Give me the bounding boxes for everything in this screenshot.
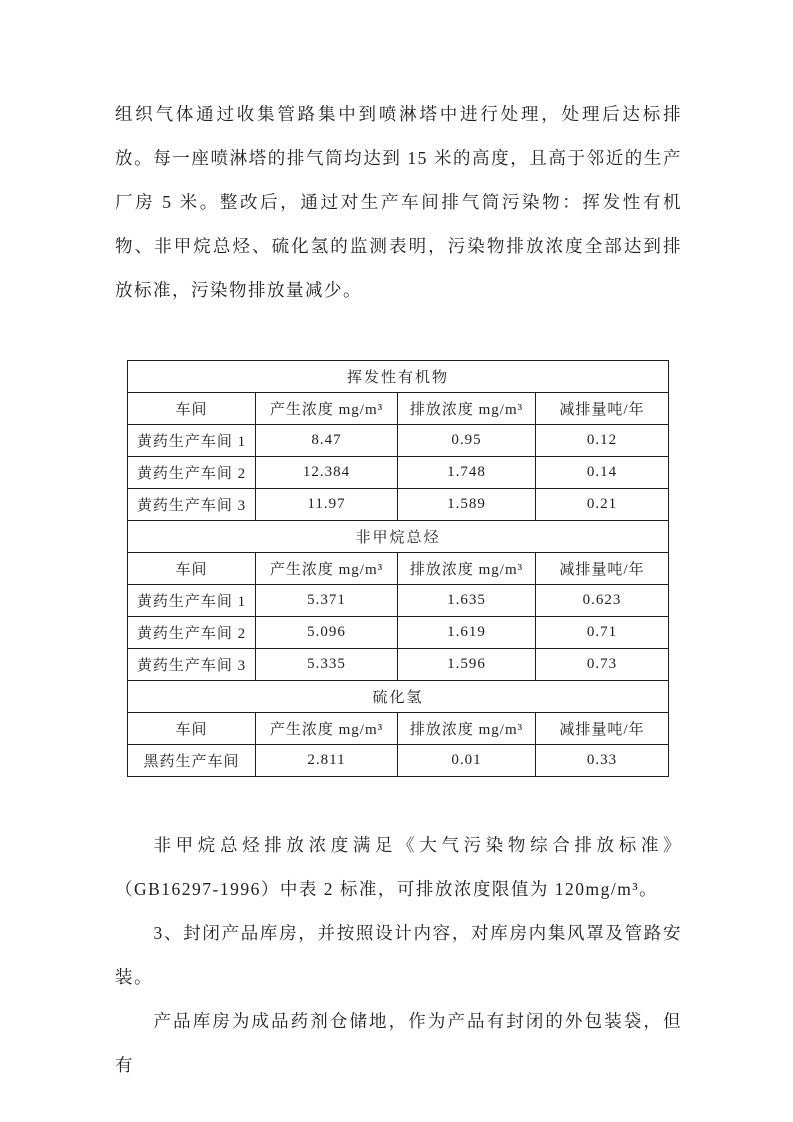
table-cell: 1.635 xyxy=(398,585,536,617)
table-cell: 8.47 xyxy=(256,425,398,457)
table-cell: 5.335 xyxy=(256,649,398,681)
warehouse-paragraph: 产品库房为成品药剂仓储地，作为产品有封闭的外包装袋，但有 xyxy=(115,1011,682,1075)
table-cell: 1.589 xyxy=(398,489,536,521)
column-header: 排放浓度 mg/m³ xyxy=(398,553,536,585)
column-header-row xyxy=(128,553,669,585)
table-cell: 黄药生产车间 2 xyxy=(128,617,256,649)
standard-reference-paragraph: 非甲烷总烃排放浓度满足《大气污染物综合排放标准》（GB16297-1996）中表 2 标准，可排放浓度限值为 120mg/m³。 xyxy=(115,835,682,899)
column-header: 排放浓度 mg/m³ xyxy=(398,713,536,745)
table-cell: 1.596 xyxy=(398,649,536,681)
table-row xyxy=(128,425,669,457)
table-cell: 0.01 xyxy=(398,745,536,777)
table-cell: 0.623 xyxy=(536,585,669,617)
column-header: 排放浓度 mg/m³ xyxy=(398,393,536,425)
table-cell: 0.95 xyxy=(398,425,536,457)
column-header: 产生浓度 mg/m³ xyxy=(256,713,398,745)
column-header: 产生浓度 mg/m³ xyxy=(256,553,398,585)
table-row xyxy=(128,489,669,521)
section-title-row xyxy=(128,361,669,393)
column-header: 车间 xyxy=(128,713,256,745)
section-title-row xyxy=(128,681,669,713)
table-cell: 0.21 xyxy=(536,489,669,521)
table-cell: 0.33 xyxy=(536,745,669,777)
table-cell: 0.14 xyxy=(536,457,669,489)
column-header-row xyxy=(128,393,669,425)
table-row xyxy=(128,745,669,777)
table-cell: 0.73 xyxy=(536,649,669,681)
table-cell: 0.71 xyxy=(536,617,669,649)
table-cell: 11.97 xyxy=(256,489,398,521)
intro-paragraph: 组织气体通过收集管路集中到喷淋塔中进行处理，处理后达标排放。每一座喷淋塔的排气筒均达到 15 米的高度，且高于邻近的生产厂房 5 米。整改后，通过对生产车间排气筒污染物：挥发性有机物、非甲烷总烃、硫化氢的监测表明，污染物排放浓度全部达到排放标准，污染物排放量减少。 xyxy=(115,104,682,300)
column-header: 减排量吨/年 xyxy=(536,393,669,425)
column-header: 产生浓度 mg/m³ xyxy=(256,393,398,425)
column-header: 车间 xyxy=(128,553,256,585)
table-row xyxy=(128,617,669,649)
table-row xyxy=(128,457,669,489)
section-title: 硫化氢 xyxy=(128,681,669,713)
table-row xyxy=(128,585,669,617)
column-header: 减排量吨/年 xyxy=(536,713,669,745)
emissions-table xyxy=(127,360,669,777)
table-row xyxy=(128,649,669,681)
table-cell: 12.384 xyxy=(256,457,398,489)
table-cell: 黑药生产车间 xyxy=(128,745,256,777)
table-cell: 黄药生产车间 1 xyxy=(128,585,256,617)
table-cell: 黄药生产车间 1 xyxy=(128,425,256,457)
column-header: 减排量吨/年 xyxy=(536,553,669,585)
column-header: 车间 xyxy=(128,393,256,425)
section-title: 非甲烷总烃 xyxy=(128,521,669,553)
section-title-row xyxy=(128,521,669,553)
table-cell: 2.811 xyxy=(256,745,398,777)
table-cell: 1.619 xyxy=(398,617,536,649)
table-cell: 1.748 xyxy=(398,457,536,489)
table-cell: 黄药生产车间 3 xyxy=(128,649,256,681)
table-cell: 黄药生产车间 3 xyxy=(128,489,256,521)
item-3-paragraph: 3、封闭产品库房，并按照设计内容，对库房内集风罩及管路安装。 xyxy=(115,923,682,987)
table-cell: 5.371 xyxy=(256,585,398,617)
table-cell: 5.096 xyxy=(256,617,398,649)
section-title: 挥发性有机物 xyxy=(128,361,669,393)
column-header-row xyxy=(128,713,669,745)
table-cell: 0.12 xyxy=(536,425,669,457)
table-cell: 黄药生产车间 2 xyxy=(128,457,256,489)
